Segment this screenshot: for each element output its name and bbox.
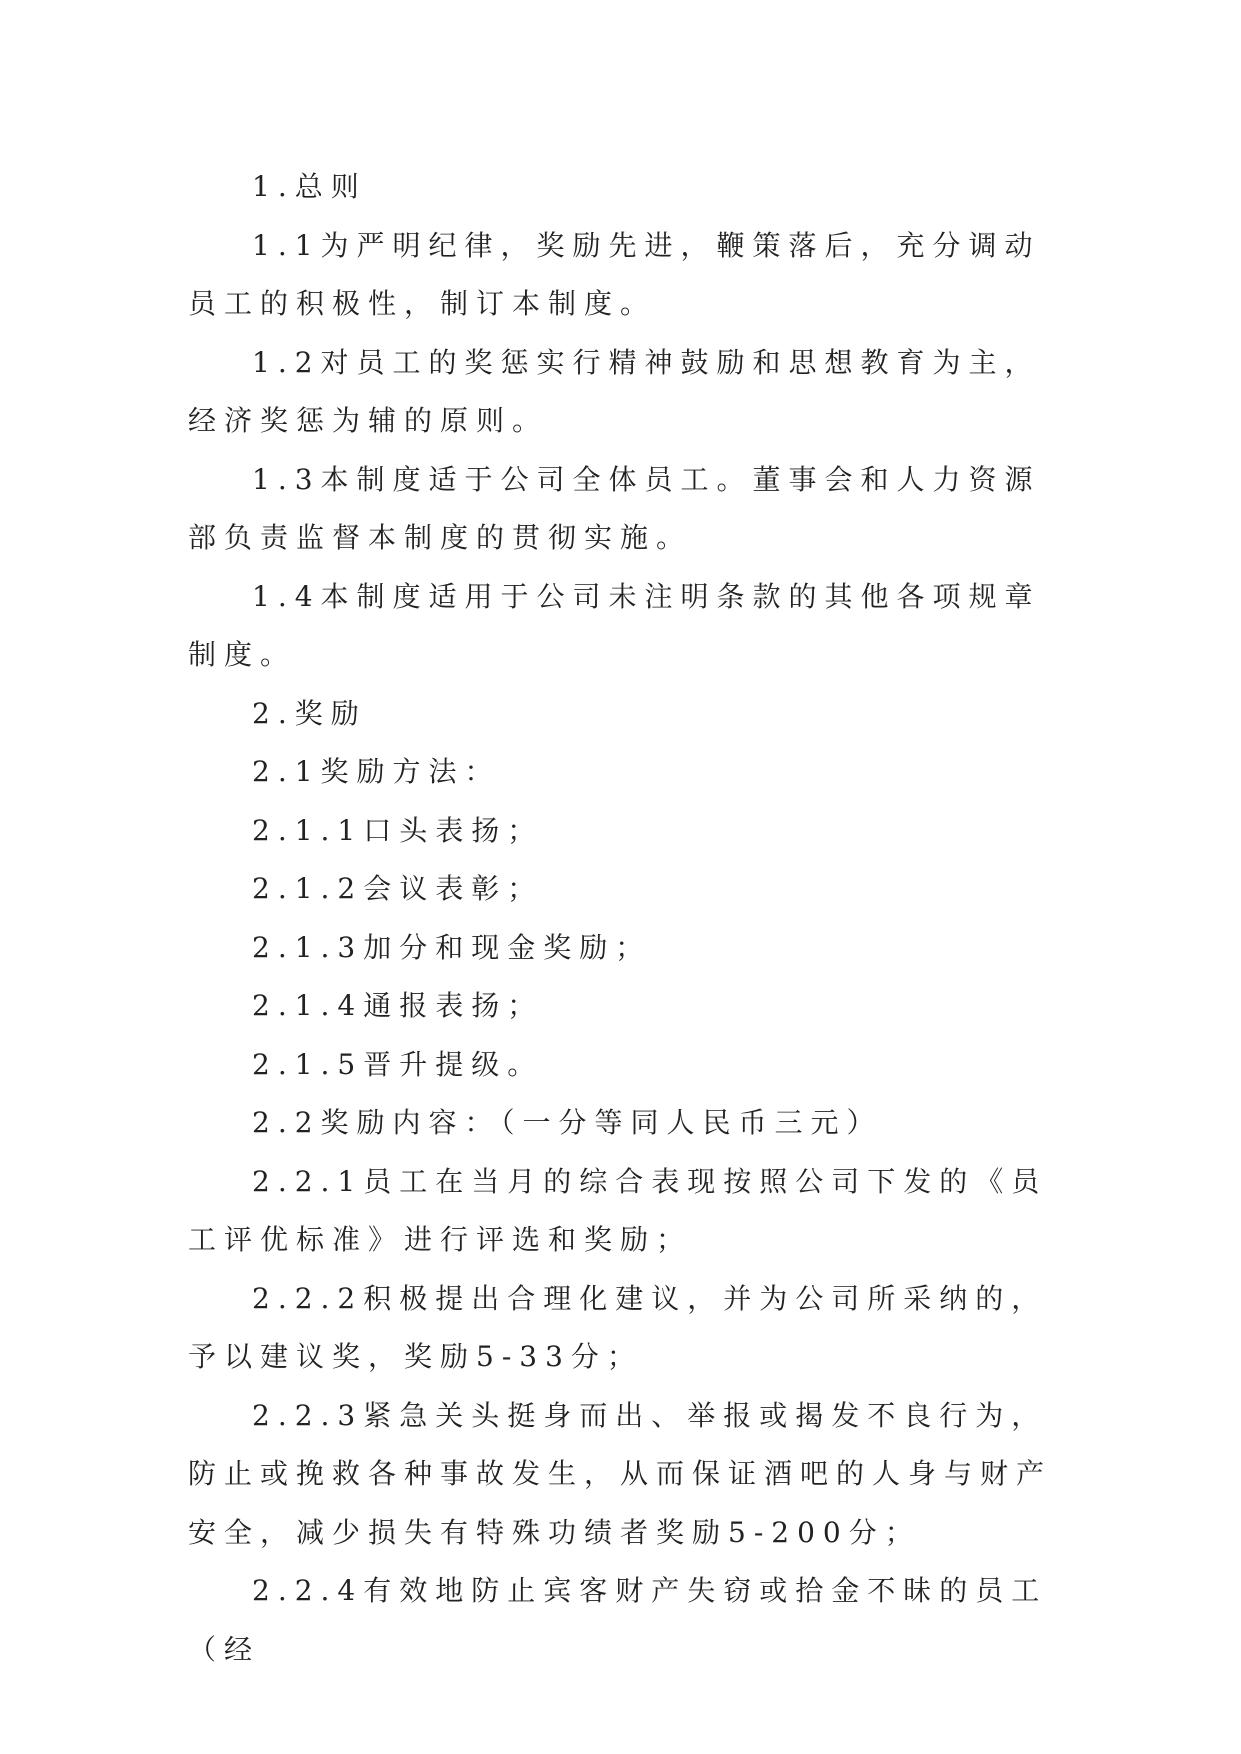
clause-2-2-2: 2.2.2积极提出合理化建议，并为公司所采纳的，予以建议奖，奖励5-33分； bbox=[188, 1281, 1048, 1373]
clause-2-2-4: 2.2.4有效地防止宾客财产失窃或拾金不昧的员工（经 bbox=[188, 1574, 1048, 1666]
document-body bbox=[188, 158, 1058, 1679]
clause-2-1-5: 2.1.5晋升提级。 bbox=[252, 1047, 544, 1081]
clause-2-1-4: 2.1.4通报表扬； bbox=[252, 989, 544, 1022]
clause-1-4: 1.4本制度适用于公司未注明条款的其他各项规章制度。 bbox=[188, 579, 1041, 671]
clause-1-1: 1.1为严明纪律，奖励先进，鞭策落后，充分调动员工的积极性，制订本制度。 bbox=[188, 228, 1041, 320]
clause-2-1-1: 2.1.1口头表扬； bbox=[252, 813, 544, 847]
heading-rewards: 2.奖励 bbox=[252, 696, 367, 730]
clause-1-3: 1.3本制度适于公司全体员工。董事会和人力资源部负责监督本制度的贯彻实施。 bbox=[188, 462, 1041, 554]
heading-general-principles: 1.总则 bbox=[252, 170, 367, 203]
clause-2-2-1: 2.2.1员工在当月的综合表现按照公司下发的《员工评优标准》进行评选和奖励； bbox=[188, 1164, 1048, 1256]
clause-1-2: 1.2对员工的奖惩实行精神鼓励和思想教育为主，经济奖惩为辅的原则。 bbox=[188, 345, 1041, 437]
clause-2-1-3: 2.1.3加分和现金奖励； bbox=[252, 930, 652, 964]
clause-2-1: 2.1奖励方法： bbox=[252, 755, 501, 788]
clause-2-2-3: 2.2.3紧急关头挺身而出、举报或揭发不良行为，防止或挽救各种事故发生，从而保证酒吧的人身与财产安全，减少损失有特殊功绩者奖励5-200分； bbox=[188, 1398, 1053, 1549]
clause-2-2: 2.2奖励内容：（一分等同人民币三元） bbox=[252, 1106, 883, 1139]
clause-2-1-2: 2.1.2会议表彰； bbox=[252, 872, 544, 905]
